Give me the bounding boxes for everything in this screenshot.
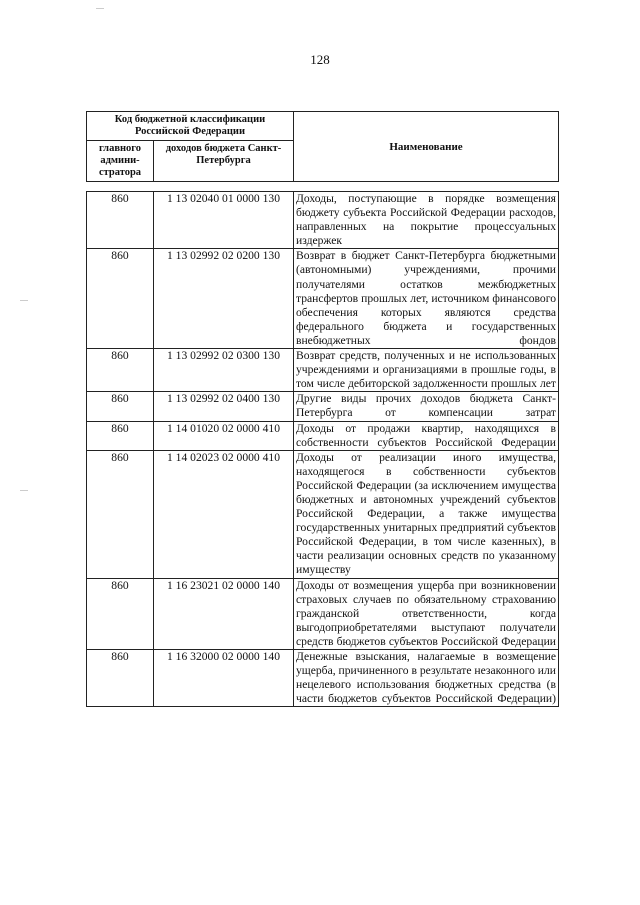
revenue-name-cell: Доходы, поступающие в порядке возмещения бюджету субъекта Российской Федерации расходов, направленных на покрытие процессуальных издержек [294,192,559,249]
revenue-code-cell: 1 14 02023 02 0000 410 [154,450,294,578]
table-row [87,349,559,392]
page-number: 128 [310,52,330,67]
revenue-code-cell: 1 14 01020 02 0000 410 [154,421,294,450]
revenue-code-cell: 1 13 02992 02 0300 130 [154,349,294,392]
admin-code-cell: 860 [87,392,154,421]
admin-column-header: главного админи-стратора [87,141,154,182]
revenue-name-cell: Доходы от возмещения ущерба при возникновении страховых случаев по обязательному страхованию гражданской ответственности, когда выгодоприобретателями выступают получатели средств бюджетов субъектов Российской Федерации [294,578,559,649]
table-row [87,392,559,421]
revenue-name-cell: Доходы от продажи квартир, находящихся в собственности субъектов Российской Федерации [294,421,559,450]
table-row [87,650,559,707]
scan-mark [20,490,28,491]
admin-code-cell: 860 [87,578,154,649]
revenue-codes-table [86,191,559,707]
revenue-name-cell: Возврат в бюджет Санкт-Петербурга бюджетными (автономными) учреждениями, прочими получателями остатков межбюджетных трансфертов прошлых лет, источником финансового обеспечения которых являются средства федерального бюджета и государственных внебюджетных фондов [294,249,559,349]
table-row [87,421,559,450]
name-column-header: Наименование [294,112,559,182]
revenue-code-cell: 1 13 02040 01 0000 130 [154,192,294,249]
admin-code-cell: 860 [87,349,154,392]
table-row [87,249,559,349]
revenue-name-cell: Возврат средств, полученных и не использованных учреждениями и организациями в прошлые годы, в том числе дебиторской задолженности прошлых лет [294,349,559,392]
revenue-name-cell: Другие виды прочих доходов бюджета Санкт-Петербурга от компенсации затрат [294,392,559,421]
scan-mark [20,300,28,301]
revenue-code-cell: 1 16 23021 02 0000 140 [154,578,294,649]
revenue-code-cell: 1 13 02992 02 0200 130 [154,249,294,349]
revenue-name-cell: Денежные взыскания, налагаемые в возмещение ущерба, причиненного в результате незаконного или нецелевого использования бюджетных средства (в части бюджетов субъектов Российской Федерации) [294,650,559,707]
admin-code-cell: 860 [87,421,154,450]
admin-code-cell: 860 [87,249,154,349]
admin-code-cell: 860 [87,650,154,707]
scan-mark [96,8,104,9]
classification-code-header: Код бюджетной классификации Российской Федерации [87,112,294,141]
code-column-header: доходов бюджета Санкт-Петербурга [154,141,294,182]
table-row [87,450,559,578]
revenue-code-cell: 1 13 02992 02 0400 130 [154,392,294,421]
admin-code-cell: 860 [87,450,154,578]
revenue-name-cell: Доходы от реализации иного имущества, находящегося в собственности субъектов Российской Федерации (за исключением имущества бюджетных и автономных учреждений субъектов Российской Федерации, а также имущества государственных унитарных предприятий субъектов Российской Федерации, в том числе казенных), в части реализации основных средств по указанному имуществу [294,450,559,578]
admin-code-cell: 860 [87,192,154,249]
table-row [87,578,559,649]
table-header [86,111,559,182]
revenue-code-cell: 1 16 32000 02 0000 140 [154,650,294,707]
table-row [87,192,559,249]
